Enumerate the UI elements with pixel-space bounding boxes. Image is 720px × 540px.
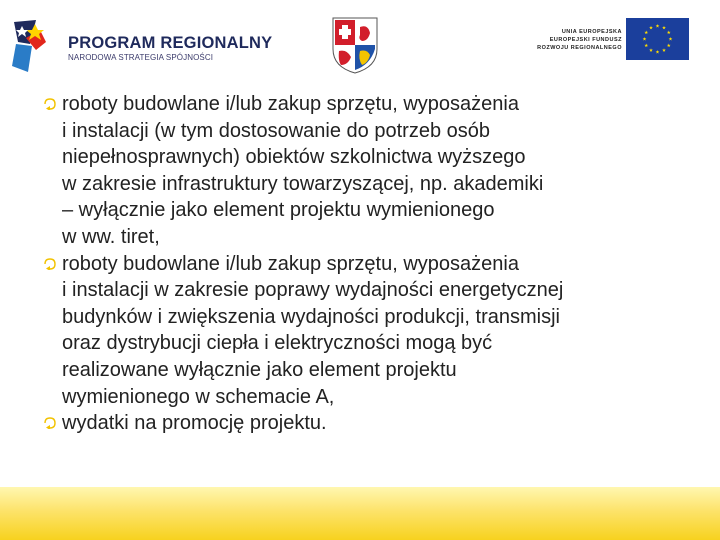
bullet-line: – wyłącznie jako element projektu wymienionego <box>62 199 495 222</box>
eu-line-2: EUROPEJSKI FUNDUSZ <box>549 37 622 43</box>
program-title: PROGRAM REGIONALNY <box>68 34 273 52</box>
eu-line-1: UNIA EUROPEJSKA <box>561 29 622 35</box>
bullet-line: budynków i zwiększenia wydajności produkcji, transmisji <box>62 305 560 328</box>
footer-band <box>0 487 720 540</box>
arrow-bullet-icon <box>43 258 57 270</box>
bullet-item <box>40 410 710 437</box>
eu-line-3: ROZWOJU REGIONALNEGO <box>537 45 622 51</box>
bullet-line: wydatki na promocję projektu. <box>62 412 327 435</box>
bullet-item <box>40 251 710 411</box>
arrow-bullet-icon <box>43 98 57 110</box>
bullet-line: i instalacji w zakresie poprawy wydajności energetycznej <box>62 279 564 302</box>
arrow-bullet-icon <box>43 417 57 429</box>
program-subtitle: NARODOWA STRATEGIA SPÓJNOŚCI <box>68 53 214 62</box>
bullet-line: realizowane wyłącznie jako element projektu <box>62 358 457 381</box>
bullet-list <box>40 91 710 437</box>
bullet-line: roboty budowlane i/lub zakup sprzętu, wyposażenia <box>62 252 519 275</box>
bullet-line: w ww. tiret, <box>62 225 160 248</box>
bullet-line: i instalacji (w tym dostosowanie do potrzeb osób <box>62 119 490 142</box>
program-regionalny-logo-icon <box>10 16 60 76</box>
bullet-line: wymienionego w schemacie A, <box>62 385 335 408</box>
program-regionalny-logo <box>10 16 273 76</box>
bullet-line: oraz dystrybucji ciepła i elektryczności mogą być <box>62 332 493 355</box>
bullet-line: w zakresie infrastruktury towarzyszącej, np. akademiki <box>62 172 544 195</box>
eu-caption <box>530 28 622 52</box>
podkarpackie-coat-of-arms-icon <box>330 15 380 75</box>
bullet-line: roboty budowlane i/lub zakup sprzętu, wyposażenia <box>62 93 519 115</box>
bullet-item <box>40 91 710 251</box>
bullet-line: niepełnosprawnych) obiektów szkolnictwa wyższego <box>62 146 526 169</box>
eu-flag-icon <box>626 18 689 60</box>
